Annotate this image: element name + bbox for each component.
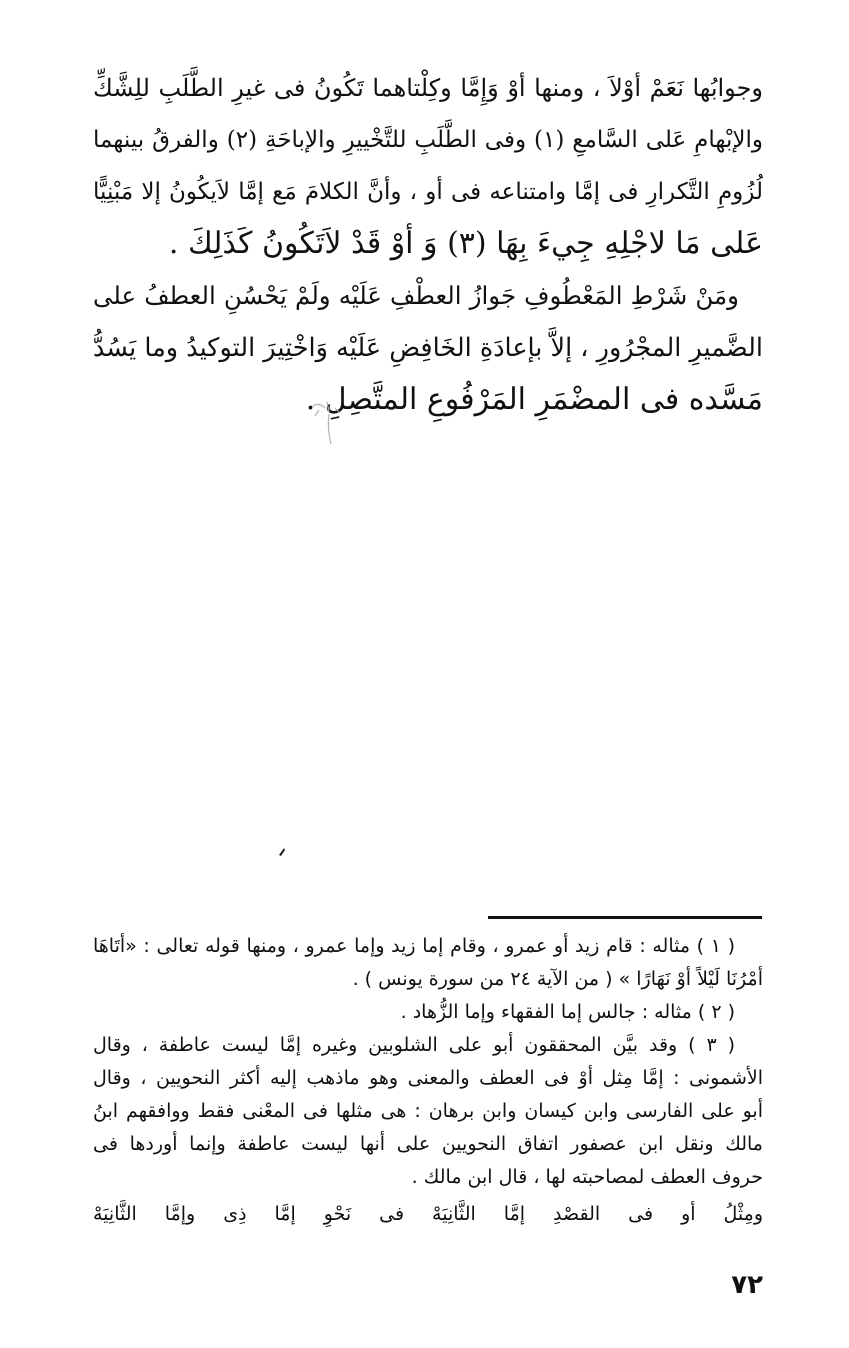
main-line-3: لُزُومِ التَّكرارِ فى إمَّا وامتناعه فى أو ، وأنَّ الكلامَ مَع إمَّا لاَيكُونُ إلا مَبْنِيًّا: [93, 179, 763, 205]
footnotes-block: [93, 930, 763, 1231]
footnote-line-1: ( ١ ) مثاله : قام زيد أو عمرو ، وقام إما زيد وإما عمرو ، ومنها قوله تعالى : «أتَاهَا: [93, 935, 735, 957]
main-line-5: ومَنْ شَرْطِ المَعْطُوفِ جَوازُ العطْفِ عَلَيْه ولَمْ يَحْسُنِ العطفُ على: [93, 281, 739, 310]
main-line-6: الضَّميرِ المجْرُورِ ، إلاَّ بإعادَةِ الخَافِضِ عَلَيْه وَاخْتِيرَ التوكيدُ وما يَسُدُّ: [93, 333, 763, 363]
footnote-verse-line: ومِثْلُ أو فى القصْدِ إمَّا الثَّانِيَهْ فى نَحْوِ إمَّا ذِى وإمَّا الثَّانِيَهْ: [93, 1203, 763, 1225]
footnote-line-4: ( ٣ ) وقد بيَّن المحققون أبو على الشلوبين وغيره إمَّا ليست عاطفة ، وقال: [93, 1034, 735, 1056]
page-number: ٧٢: [731, 1270, 763, 1300]
footnote-line-5: الأشمونى : إمَّا مِثل أوْ فى العطف والمعنى وهو ماذهب إليه أكثر النحويين ، وقال: [93, 1067, 763, 1089]
main-line-7: مَسَّده فى المضْمَرِ المَرْفُوعِ المتَّصِلِ .: [305, 382, 763, 417]
main-line-1: وجوابُها نَعَمْ أوْلاَ ، ومنها أوْ وَإِمَّا وكِلْتاهما تَكُونُ فى غيرِ الطَّلَبِ للِشَّكِّ: [93, 74, 763, 102]
scan-smudge-mark: [305, 398, 345, 458]
main-text-block: [93, 62, 763, 426]
footnote-line-2: أمْرُنَا لَيْلاً أوْ نَهَارًا » ( من الآية ٢٤ من سورة يونس ) .: [352, 968, 763, 990]
footnote-line-7: مالك ونقل ابن عصفور اتفاق النحويين على أنها ليست عاطفة وإنما أوردها فى: [93, 1133, 763, 1155]
footnote-line-3: ( ٢ ) مثاله : جالس إما الفقهاء وإما الزُّهاد .: [400, 1001, 735, 1023]
footnote-line-6: أبو على الفارسى وابن كيسان وابن برهان : هى مثلها فى المعْنى فقط ووافقهم ابنُ: [93, 1100, 763, 1122]
main-line-2: والإبْهامِ عَلى السَّامعِ (١) وفى الطَّلَبِ للتَّخْييرِ والإباحَةِ (٢) والفرقُ بينهما: [93, 127, 763, 153]
footnote-line-8: حروف العطف لمصاحبته لها ، قال ابن مالك .: [411, 1166, 763, 1188]
scan-speck-mark: [277, 845, 287, 857]
main-line-4: عَلى مَا لاجْلِهِ جِيءَ بِهَا (٣) وَ أوْ قَدْ لاَتَكُونُ كَذَلِكَ .: [168, 226, 763, 261]
footnote-divider: [488, 916, 762, 919]
